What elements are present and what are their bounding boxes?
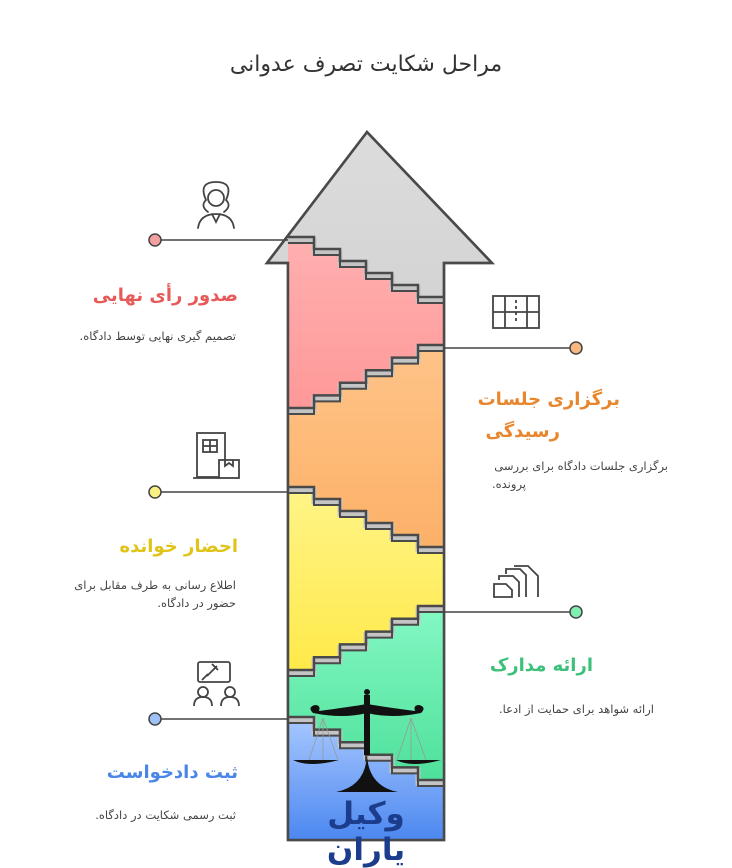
step-evidence-title: ارائه مدارک (489, 655, 593, 676)
step-summon-title: احضار خوانده (119, 536, 238, 557)
connector-filing (149, 713, 288, 725)
step-final-desc: تصمیم گیری نهایی توسط دادگاه. (79, 329, 236, 343)
connector-summon (149, 486, 288, 498)
step-hearing-title-line1: برگزاری جلسات (477, 389, 620, 410)
step-hearing-desc-line1: برگزاری جلسات دادگاه برای بررسی (494, 459, 668, 473)
connector-evidence (444, 606, 582, 618)
documents-icon (494, 566, 538, 597)
step-hearing-desc-line2: پرونده. (491, 477, 526, 491)
connector-final (149, 234, 288, 246)
step-hearing-title-line2: رسیدگی (485, 421, 560, 442)
judge-icon (198, 182, 234, 228)
step-summon-desc-line2: حضور در دادگاه. (157, 596, 236, 610)
step-filing-title: ثبت دادخواست (106, 762, 238, 783)
step-final-title: صدور رأی نهایی (92, 285, 238, 306)
courtroom-icon (493, 296, 539, 328)
gavel-people-icon (194, 662, 239, 706)
step-evidence-desc: ارائه شواهد برای حمایت از ادعا. (498, 702, 654, 716)
page-title: مراحل شکایت تصرف عدوانی (229, 52, 503, 77)
document-building-icon (193, 433, 239, 478)
logo-text: وکیل یاران (326, 796, 406, 868)
step-filing-desc: ثبت رسمی شکایت در دادگاه. (95, 808, 236, 822)
step-summon-desc-line1: اطلاع رسانی به طرف مقابل برای (74, 578, 236, 592)
connector-hearing (444, 342, 582, 354)
